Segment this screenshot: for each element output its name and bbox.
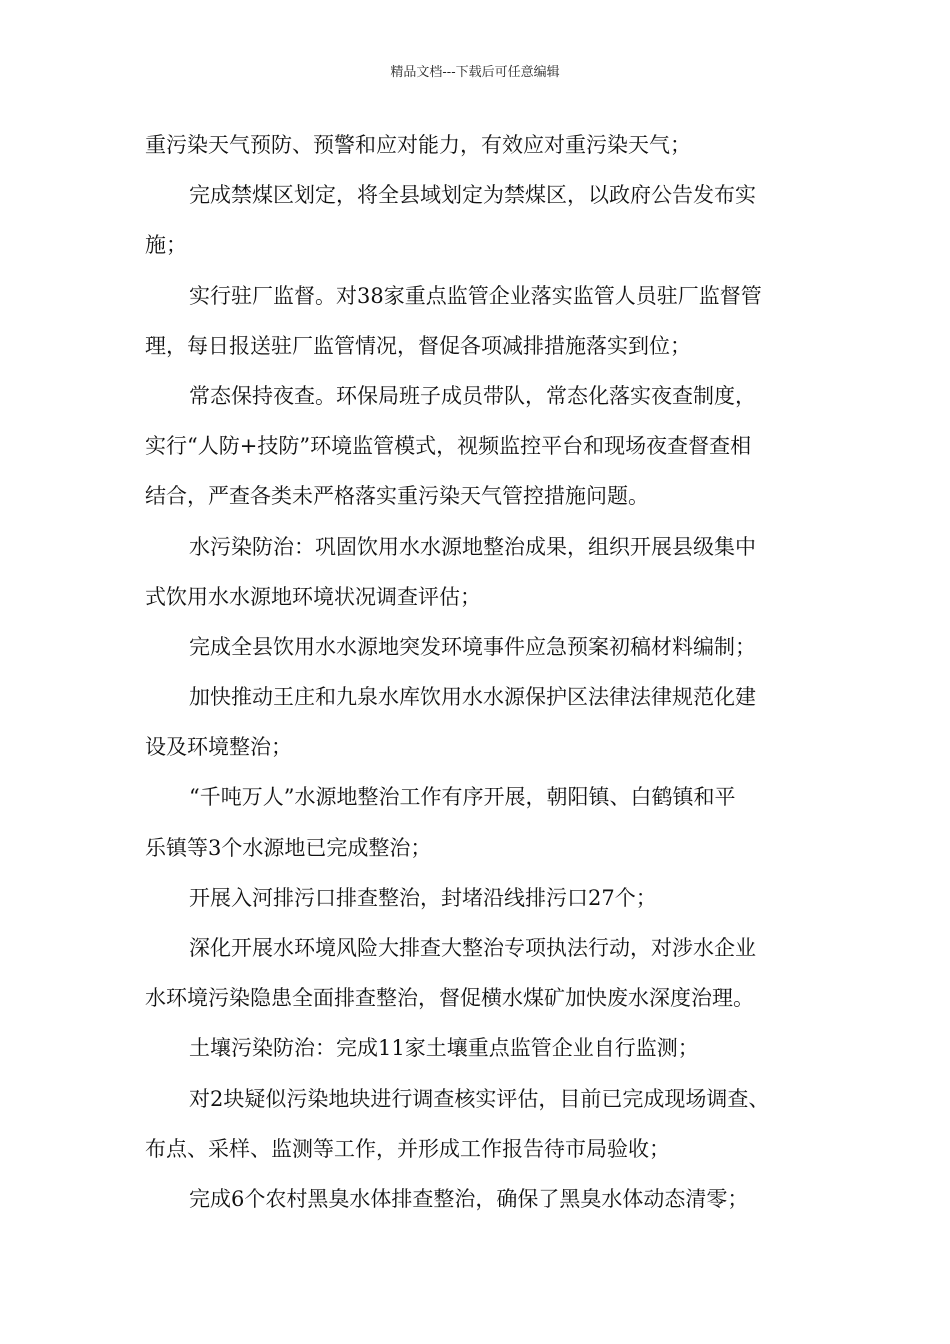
page-header: 精品文档---下载后可任意编辑 bbox=[390, 65, 560, 80]
text-line: 结合，严查各类未严格落实重污染天气管控措施问题。 bbox=[145, 484, 649, 509]
text-line: 深化开展水环境风险大排查大整治专项执法行动，对涉水企业 bbox=[189, 936, 756, 960]
text-line: 加快推动王庄和九泉水库饮用水水源保护区法律法律规范化建 bbox=[189, 685, 756, 710]
text-line: 实行驻厂监督。对38家重点监管企业落实监管人员驻厂监督管 bbox=[189, 283, 762, 308]
text-line: 理，每日报送驻厂监管情况，督促各项减排措施落实到位； bbox=[145, 333, 691, 358]
document-body bbox=[145, 128, 807, 1232]
text-line: 实行“人防+技防”环境监管模式，视频监控平台和现场夜查督查相 bbox=[145, 434, 752, 459]
text-line: 完成全县饮用水水源地突发环境事件应急预案初稿材料编制； bbox=[189, 634, 756, 659]
text-line: 常态保持夜查。环保局班子成员带队，常态化落实夜查制度， bbox=[189, 383, 756, 408]
text-line: 土壤污染防治：完成11家土壤重点监管企业自行监测； bbox=[189, 1036, 699, 1061]
text-line: 完成禁煤区划定，将全县域划定为禁煤区，以政府公告发布实 bbox=[189, 183, 756, 208]
text-line: 重污染天气预防、预警和应对能力，有效应对重污染天气； bbox=[145, 133, 691, 157]
text-line: 完成6个农村黑臭水体排查整治，确保了黑臭水体动态清零； bbox=[189, 1186, 749, 1211]
text-line: 水污染防治：巩固饮用水水源地整治成果，组织开展县级集中 bbox=[189, 534, 756, 559]
text-line: 施； bbox=[145, 233, 187, 258]
text-line: “千吨万人”水源地整治工作有序开展，朝阳镇、白鹤镇和平 bbox=[189, 785, 736, 810]
text-line: 布点、采样、监测等工作，并形成工作报告待市局验收； bbox=[145, 1136, 670, 1161]
text-line: 乐镇等3个水源地已完成整治； bbox=[145, 835, 432, 860]
text-line: 式饮用水水源地环境状况调查评估； bbox=[145, 584, 481, 609]
text-line: 水环境污染隐患全面排查整治，督促横水煤矿加快废水深度治理。 bbox=[145, 986, 754, 1011]
text-line: 设及环境整治； bbox=[145, 735, 292, 760]
text-line: 开展入河排污口排查整治，封堵沿线排污口27个； bbox=[189, 885, 657, 910]
text-line: 对2块疑似污染地块进行调查核实评估，目前已完成现场调查、 bbox=[189, 1086, 770, 1111]
